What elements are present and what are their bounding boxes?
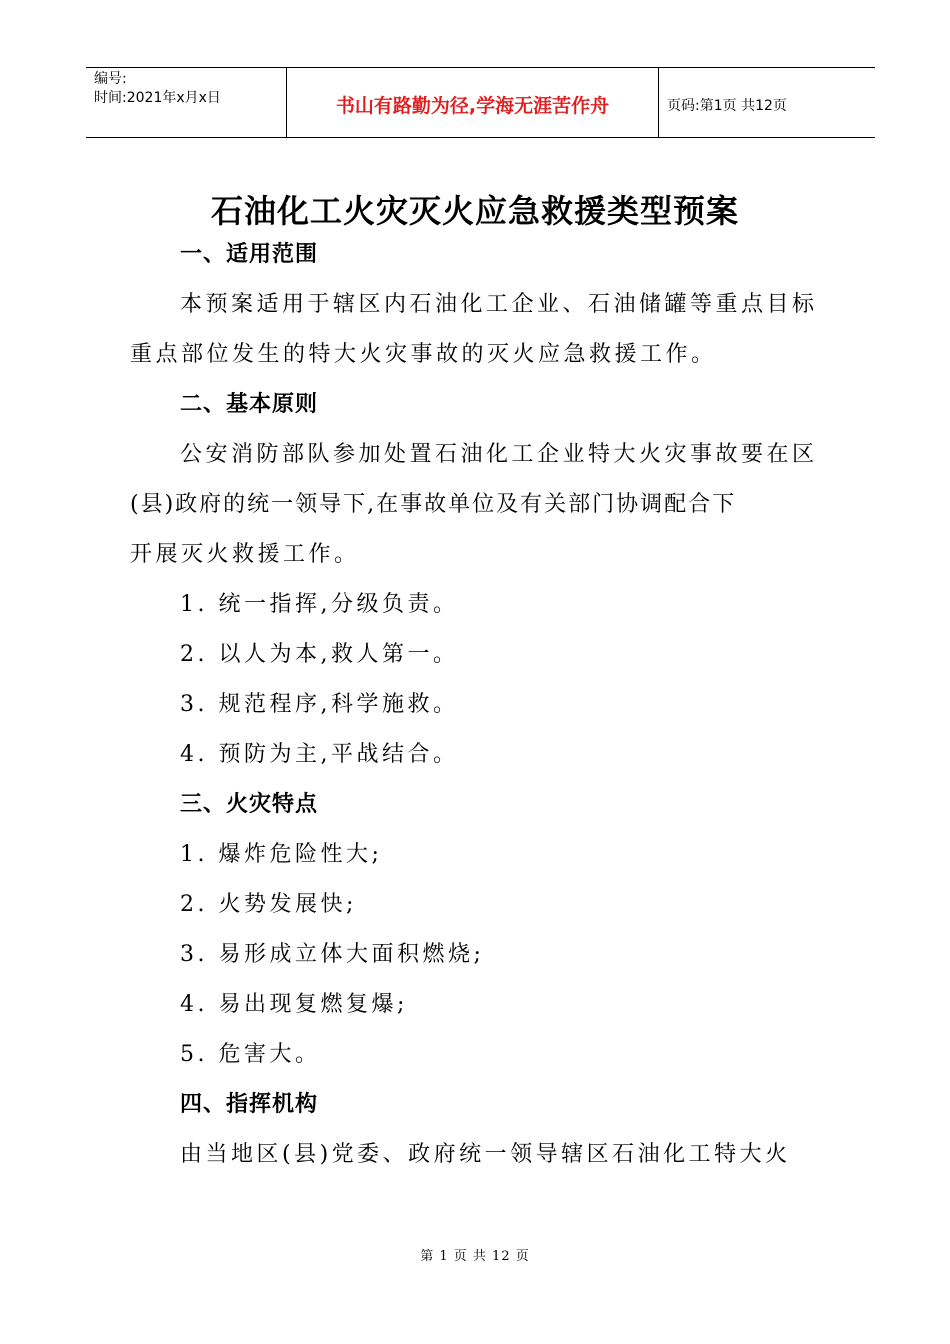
header-number: 编号:	[94, 71, 127, 87]
header-time: 时间:2021年x月x日	[94, 90, 221, 106]
list-item: 3. 规范程序,科学施救。	[180, 692, 459, 717]
list-item: 1. 统一指挥,分级负责。	[180, 592, 459, 617]
paragraph-line: 由当地区(县)党委、政府统一领导辖区石油化工特大火	[180, 1142, 791, 1167]
list-item: 2. 火势发展快;	[180, 892, 357, 917]
header-motto: 书山有路勤为径,学海无涯苦作舟	[286, 68, 659, 137]
paragraph-line: 开展灭火救援工作。	[130, 542, 360, 567]
list-item: 5. 危害大。	[180, 1042, 321, 1067]
page-footer: 第 1 页 共 12 页	[420, 1249, 530, 1264]
list-item: 4. 易出现复燃复爆;	[180, 992, 408, 1017]
list-item: 2. 以人为本,救人第一。	[180, 642, 459, 667]
document-header	[86, 67, 875, 138]
header-meta	[86, 68, 286, 137]
document-title: 石油化工火灾灭火应急救援类型预案	[210, 192, 739, 230]
section-heading-fire-characteristics: 三、火灾特点	[180, 792, 319, 817]
list-item: 1. 爆炸危险性大;	[180, 842, 383, 867]
section-heading-command: 四、指挥机构	[180, 1092, 319, 1117]
paragraph-line: 公安消防部队参加处置石油化工企业特大火灾事故要在区	[180, 442, 818, 467]
paragraph-line: 本预案适用于辖区内石油化工企业、石油储罐等重点目标	[180, 292, 818, 317]
section-heading-scope: 一、适用范围	[180, 242, 319, 267]
paragraph-line: (县)政府的统一领导下,在事故单位及有关部门协调配合下	[130, 492, 737, 517]
header-page-number: 页码:第1页 共12页	[667, 97, 787, 114]
list-item: 3. 易形成立体大面积燃烧;	[180, 942, 485, 967]
paragraph-line: 重点部位发生的特大火灾事故的灭火应急救援工作。	[130, 342, 717, 367]
section-heading-principles: 二、基本原则	[180, 392, 319, 417]
list-item: 4. 预防为主,平战结合。	[180, 742, 459, 767]
